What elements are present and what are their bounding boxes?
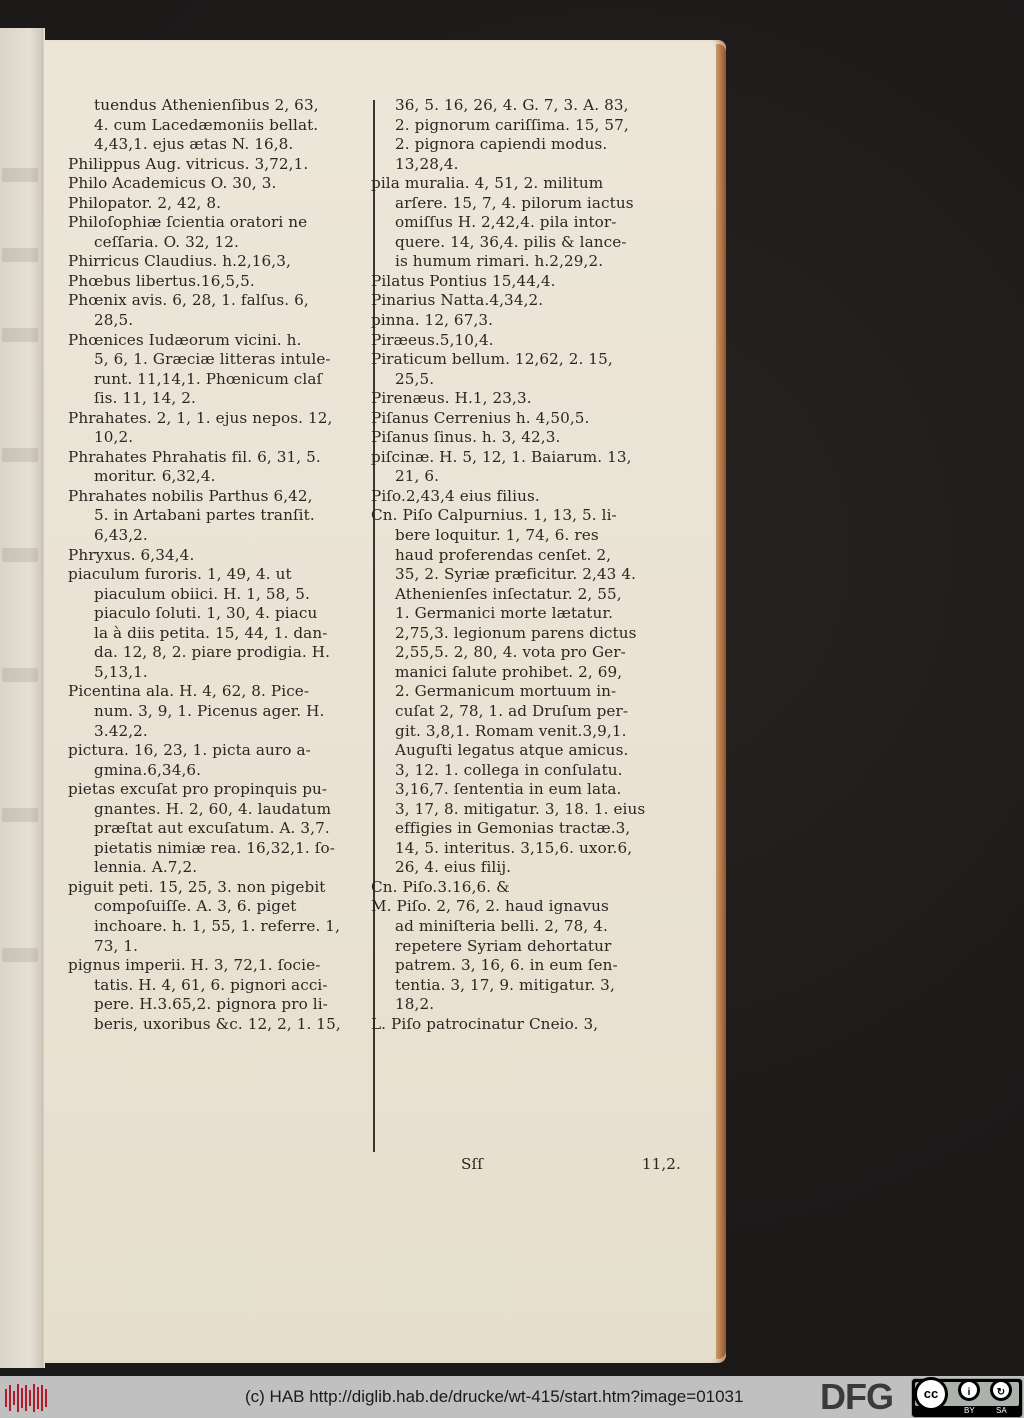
- by-label: BY: [964, 1406, 975, 1415]
- signature-mark: Sſſ: [461, 1155, 483, 1173]
- bleed-through-mark: [2, 668, 38, 682]
- index-entry-continuation: 10,2.: [94, 428, 134, 447]
- index-entry-continuation: 21, 6.: [395, 467, 440, 486]
- index-entry: Philippus Aug. vitricus. 3,72,1.: [68, 154, 309, 173]
- index-entry-continuation: præſtat aut excuſatum. A. 3,7.: [94, 819, 330, 838]
- index-entry-continuation: runt. 11,14,1. Phœnicum claſ: [94, 369, 323, 388]
- creative-commons-icon: cc: [914, 1377, 948, 1411]
- index-entry-continuation: manici ſalute prohibet. 2, 69,: [395, 662, 623, 681]
- index-entry: Piræeus.5,10,4.: [371, 330, 494, 349]
- index-entry-continuation: Auguſti legatus atque amicus.: [395, 741, 629, 760]
- index-entry-continuation: piaculum obiici. H. 1, 58, 5.: [94, 584, 310, 603]
- index-entry-continuation: beris, uxoribus &c. 12, 2, 1. 15,: [94, 1014, 341, 1033]
- bleed-through-mark: [2, 948, 38, 962]
- index-entry: Cn. Piſo Calpurnius. 1, 13, 5. li-: [371, 506, 617, 525]
- index-entry-continuation: pere. H.3.65,2. pignora pro li-: [94, 995, 328, 1014]
- index-entry-continuation: compoſuiſſe. A. 3, 6. piget: [94, 897, 297, 916]
- index-entry: Philopator. 2, 42, 8.: [68, 193, 222, 212]
- index-entry: Phœnix avis. 6, 28, 1. falſus. 6,: [68, 291, 309, 310]
- bleed-through-mark: [2, 548, 38, 562]
- index-entry-continuation: gnantes. H. 2, 60, 4. laudatum: [94, 799, 332, 818]
- index-entry-continuation: git. 3,8,1. Romam venit.3,9,1.: [395, 721, 627, 740]
- index-entry: Philoſophiæ ſcientia oratori ne: [68, 213, 308, 232]
- index-entry-continuation: cuſat 2, 78, 1. ad Druſum per-: [395, 701, 629, 720]
- index-entry-continuation: 5. in Artabani partes tranſit.: [94, 506, 315, 525]
- index-entry-continuation: 6,43,2.: [94, 526, 148, 545]
- index-entry-continuation: 18,2.: [395, 995, 435, 1014]
- index-entry-continuation: 2. Germanicum mortuum in-: [395, 682, 617, 701]
- index-entry-continuation: 35, 2. Syriæ præficitur. 2,43 4.: [395, 565, 637, 584]
- index-entry-continuation: tentia. 3, 17, 9. mitigatur. 3,: [395, 975, 615, 994]
- index-entry-continuation: lennia. A.7,2.: [94, 858, 198, 877]
- page-footer-line: [371, 1155, 689, 1175]
- index-entry-continuation: da. 12, 8, 2. piare prodigia. H.: [94, 643, 331, 662]
- index-entry-continuation: 2,55,5. 2, 80, 4. vota pro Ger-: [395, 643, 626, 662]
- index-entry: pignus imperii. H. 3, 72,1. ſocie-: [68, 956, 321, 975]
- sa-label: SA: [996, 1406, 1007, 1415]
- index-entry-continuation: la à diis petita. 15, 44, 1. dan-: [94, 623, 328, 642]
- index-entry-continuation: arſere. 15, 7, 4. pilorum iactus: [395, 193, 634, 212]
- index-entry-continuation: 25,5.: [395, 369, 435, 388]
- index-entry: Picentina ala. H. 4, 62, 8. Pice-: [68, 682, 310, 701]
- index-entry: pila muralia. 4, 51, 2. militum: [371, 174, 604, 193]
- index-entry: Phœbus libertus.16,5,5.: [68, 271, 255, 290]
- share-alike-icon: ↻: [990, 1379, 1012, 1401]
- index-entry-continuation: omiſſus H. 2,42,4. pila intor-: [395, 213, 617, 232]
- index-column-right: [371, 96, 689, 1034]
- index-entry-continuation: 3.42,2.: [94, 721, 148, 740]
- index-entry: piguit peti. 15, 25, 3. non pigebit: [68, 877, 326, 896]
- index-entry-continuation: tuendus Athenienſibus 2, 63,: [94, 96, 319, 114]
- index-entry-continuation: 3,16,7. ſententia in eum lata.: [395, 780, 622, 799]
- dfg-logo[interactable]: DFG: [820, 1376, 893, 1417]
- index-entry: pinna. 12, 67,3.: [371, 311, 494, 330]
- index-entry: Phryxus. 6,34,4.: [68, 545, 195, 564]
- index-entry-continuation: repetere Syriam dehortatur: [395, 936, 612, 955]
- index-column-left: [68, 96, 373, 1034]
- cc-license-badge[interactable]: [911, 1378, 1023, 1418]
- index-entry: Phrahates nobilis Parthus 6,42,: [68, 486, 313, 505]
- index-entry-continuation: pietatis nimiæ rea. 16,32,1. ſo-: [94, 838, 335, 857]
- index-entry: M. Piſo. 2, 76, 2. haud ignavus: [371, 897, 609, 916]
- index-entry-continuation: 3, 17, 8. mitigatur. 3, 18. 1. eius: [395, 799, 646, 818]
- index-entry-continuation: 4. cum Lacedæmoniis bellat.: [94, 115, 319, 134]
- index-entry-continuation: is humum rimari. h.2,29,2.: [395, 252, 604, 271]
- index-entry-continuation: 14, 5. interitus. 3,15,6. uxor.6,: [395, 838, 633, 857]
- index-entry-continuation: piaculo ſoluti. 1, 30, 4. piacu: [94, 604, 318, 623]
- index-entry: Cn. Piſo.3.16,6. &: [371, 877, 510, 896]
- index-entry-continuation: 28,5.: [94, 311, 134, 330]
- index-entry-continuation: gmina.6,34,6.: [94, 760, 202, 779]
- catchword: 11,2.: [641, 1155, 681, 1173]
- index-entry-continuation: effigies in Gemonias tractæ.3,: [395, 819, 631, 838]
- index-entry-continuation: quere. 14, 36,4. pilis & lance-: [395, 232, 627, 251]
- index-entry-continuation: 2. pignora capiendi modus.: [395, 135, 608, 154]
- index-entry-continuation: 2. pignorum cariſſima. 15, 57,: [395, 115, 629, 134]
- index-entry: Phrahates. 2, 1, 1. ejus nepos. 12,: [68, 408, 333, 427]
- index-entry-continuation: ſis. 11, 14, 2.: [94, 389, 196, 408]
- bleed-through-mark: [2, 328, 38, 342]
- index-entry: Pirenæus. H.1, 23,3.: [371, 389, 532, 408]
- index-entry: Phrahates Phrahatis fil. 6, 31, 5.: [68, 447, 321, 466]
- bleed-through-mark: [2, 248, 38, 262]
- index-entry-continuation: 2,75,3. legionum parens dictus: [395, 623, 637, 642]
- index-entry: L. Piſo patrocinatur Cneio. 3,: [371, 1014, 599, 1033]
- index-entry-continuation: 13,28,4.: [395, 154, 459, 173]
- bleed-through-mark: [2, 168, 38, 182]
- index-entry-continuation: 1. Germanici morte lætatur.: [395, 604, 614, 623]
- index-entry-continuation: num. 3, 9, 1. Picenus ager. H.: [94, 701, 325, 720]
- index-entry: piſcinæ. H. 5, 12, 1. Baiarum. 13,: [371, 447, 632, 466]
- index-entry-continuation: tatis. H. 4, 61, 6. pignori acci-: [94, 975, 328, 994]
- index-entry: Philo Academicus O. 30, 3.: [68, 174, 277, 193]
- index-entry-continuation: Athenienſes inſectatur. 2, 55,: [395, 584, 622, 603]
- copyright-credit-link[interactable]: (c) HAB http://diglib.hab.de/drucke/wt-415/start.htm?image=01031: [245, 1387, 744, 1406]
- index-entry: Phirricus Claudius. h.2,16,3,: [68, 252, 291, 271]
- index-entry: Pilatus Pontius 15,44,4.: [371, 271, 556, 290]
- index-entry-continuation: patrem. 3, 16, 6. in eum ſen-: [395, 956, 618, 975]
- index-entry-continuation: 3, 12. 1. collega in conſulatu.: [395, 760, 623, 779]
- index-entry: Piſo.2,43,4 eius filius.: [371, 486, 540, 505]
- viewer-footer-bar: [0, 1376, 1024, 1418]
- page-fore-edge: [716, 44, 726, 1359]
- previous-leaf-edge: [0, 28, 43, 1368]
- index-entry-continuation: inchoare. h. 1, 55, 1. referre. 1,: [94, 916, 340, 935]
- index-entry: Phœnices Iudæorum vicini. h.: [68, 330, 302, 349]
- index-entry: Pinarius Natta.4,34,2.: [371, 291, 544, 310]
- index-entry-continuation: moritur. 6,32,4.: [94, 467, 216, 486]
- index-entry-continuation: 5,13,1.: [94, 662, 148, 681]
- bleed-through-mark: [2, 808, 38, 822]
- index-entry: Piſanus ſinus. h. 3, 42,3.: [371, 428, 561, 447]
- hab-logo-icon[interactable]: [5, 1384, 47, 1412]
- index-entry: Piſanus Cerrenius h. 4,50,5.: [371, 408, 590, 427]
- index-entry-continuation: ad miniſteria belli. 2, 78, 4.: [395, 916, 608, 935]
- index-entry: pictura. 16, 23, 1. picta auro a-: [68, 741, 311, 760]
- index-entry-continuation: ceſſaria. O. 32, 12.: [94, 232, 239, 251]
- index-entry-continuation: 73, 1.: [94, 936, 139, 955]
- index-entry: pietas excuſat pro propinquis pu-: [68, 780, 328, 799]
- attribution-icon: i: [958, 1379, 980, 1401]
- index-entry-continuation: 4,43,1. ejus ætas N. 16,8.: [94, 135, 294, 154]
- index-entry: piaculum furoris. 1, 49, 4. ut: [68, 565, 292, 584]
- index-entry-continuation: 26, 4. eius filij.: [395, 858, 512, 877]
- index-entry-continuation: 36, 5. 16, 26, 4. G. 7, 3. A. 83,: [395, 96, 629, 114]
- index-entry: Piraticum bellum. 12,62, 2. 15,: [371, 350, 613, 369]
- index-entry-continuation: haud proferendas cenſet. 2,: [395, 545, 612, 564]
- index-entry-continuation: bere loquitur. 1, 74, 6. res: [395, 526, 599, 545]
- bleed-through-mark: [2, 448, 38, 462]
- index-entry-continuation: 5, 6, 1. Græciæ litteras intule-: [94, 350, 331, 369]
